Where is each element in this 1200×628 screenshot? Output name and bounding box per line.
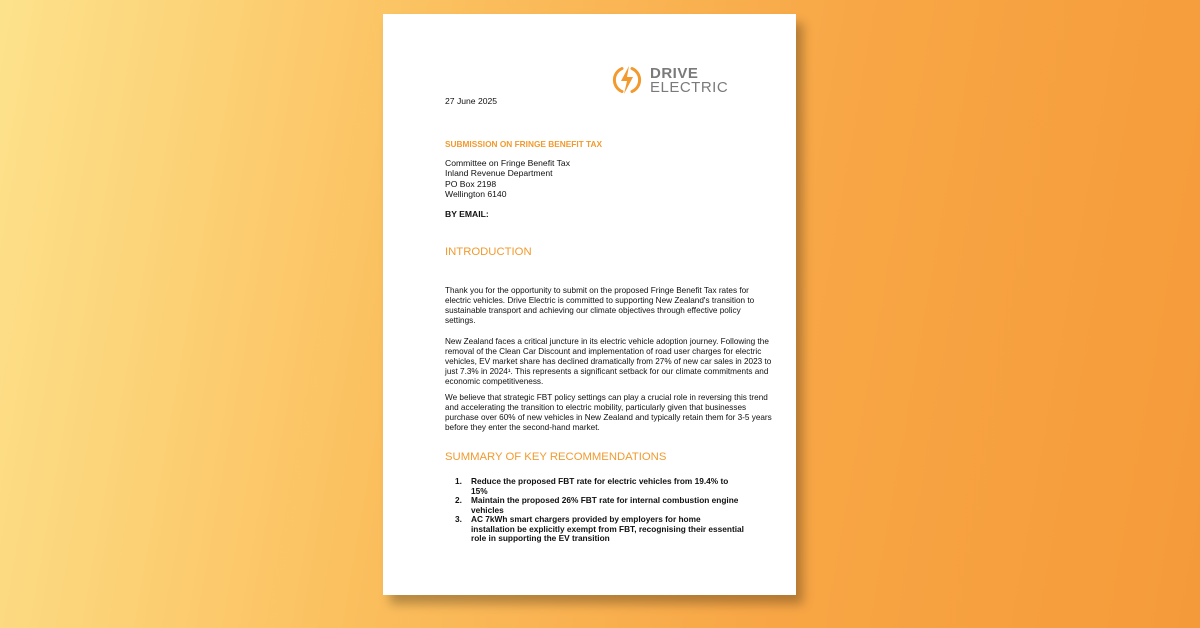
recipient-address bbox=[445, 158, 570, 199]
recommendation-item bbox=[455, 496, 745, 515]
address-line: PO Box 2198 bbox=[445, 178, 497, 189]
item-number: 1. bbox=[455, 476, 462, 486]
logo-wordmark bbox=[650, 67, 728, 95]
recommendations-list bbox=[455, 477, 745, 544]
logo-line-1: DRIVE bbox=[650, 65, 699, 82]
lightning-bolt-icon bbox=[609, 62, 645, 98]
summary-heading: SUMMARY OF KEY RECOMMENDATIONS bbox=[445, 451, 667, 463]
logo-line-2: ELECTRIC bbox=[650, 79, 729, 96]
introduction-heading: INTRODUCTION bbox=[445, 246, 532, 258]
address-line: Wellington 6140 bbox=[445, 188, 507, 199]
item-number: 2. bbox=[455, 495, 462, 505]
recommendation-item bbox=[455, 515, 745, 544]
item-number: 3. bbox=[455, 514, 462, 524]
intro-paragraph-2: New Zealand faces a critical juncture in its electric vehicle adoption journey. Following the removal of the Clean Car Discount and implementation of road user charges for electric vehicles, EV market share has declined dramatically from 27% of new car sales in 2023 to just 7.3% in 2024¹. This represents a significant setback for our climate commitments and economic competitiveness. bbox=[445, 337, 772, 387]
recommendation-item bbox=[455, 477, 745, 496]
address-line: Inland Revenue Department bbox=[445, 168, 553, 179]
intro-paragraph-3: We believe that strategic FBT policy settings can play a crucial role in reversing this trend and accelerating the transition to electric mobility, particularly given that businesses purchase over 60% of new vehicles in New Zealand and typically retain them for 3-5 years before they enter the second-hand market. bbox=[445, 393, 772, 433]
subject-line: SUBMISSION ON FRINGE BENEFIT TAX bbox=[445, 139, 603, 149]
address-line: Committee on Fringe Benefit Tax bbox=[445, 158, 570, 168]
letter-date: 27 June 2025 bbox=[445, 96, 498, 106]
intro-paragraph-1: Thank you for the opportunity to submit on the proposed Fringe Benefit Tax rates for electric vehicles. Drive Electric is committed to supporting New Zealand's transition to sustainable transport and achieving our climate objectives through effective policy settings. bbox=[445, 286, 755, 326]
by-email-label: BY EMAIL: bbox=[445, 209, 489, 219]
drive-electric-logo bbox=[609, 62, 729, 98]
item-text: Reduce the proposed FBT rate for electric vehicles from 19.4% to 15% bbox=[471, 476, 729, 496]
item-text: AC 7kWh smart chargers provided by employers for home installation be explicitly exempt from FBT, recognising their essential role in supporting the EV transition bbox=[471, 514, 744, 543]
item-text: Maintain the proposed 26% FBT rate for internal combustion engine vehicles bbox=[471, 495, 739, 515]
document-page bbox=[383, 14, 796, 595]
